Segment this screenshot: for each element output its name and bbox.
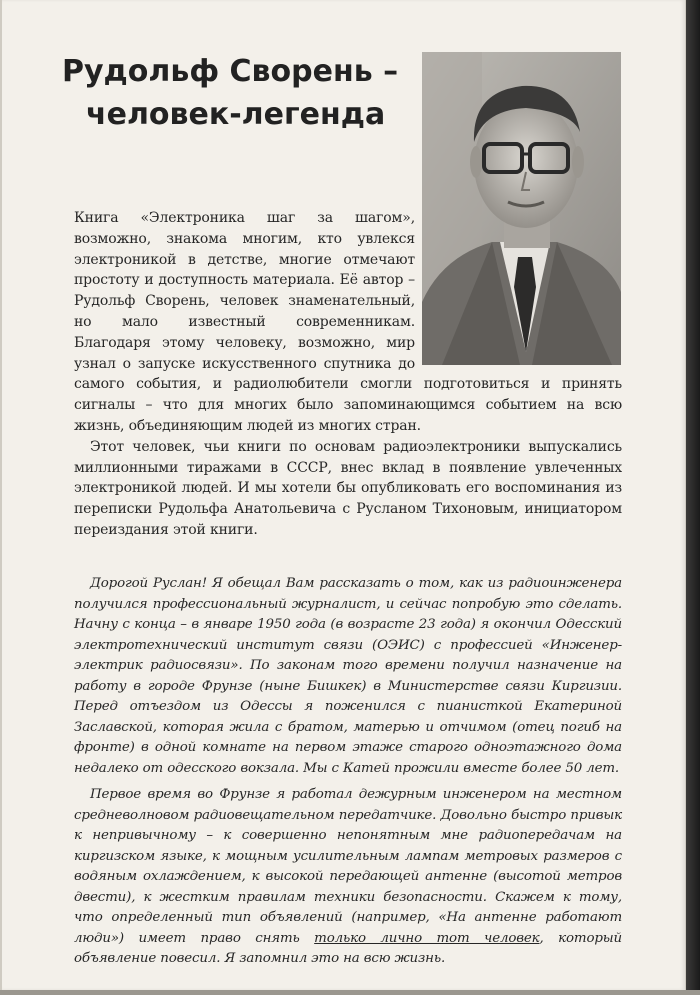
intro-text <box>74 208 622 541</box>
title-line-2: человек-легенда <box>86 97 386 132</box>
quote-paragraph-2-end: , который объявление повесил. Я запомнил это на всю жизнь. <box>74 930 623 966</box>
quote-underlined-phrase: только лично тот человек <box>314 930 540 946</box>
page-title <box>62 50 422 136</box>
title-line-1: Рудольф Сворень – <box>62 54 399 89</box>
quote-paragraph-2-start: Первое время во Фрунзе я работал дежурным инженером на местном средневолновом радиовещательном передатчике. Довольно быстро привык к непривычному – к совершенно непонятным мне радиопередачам на киргизском языке, к мощным усилительным лампам метровых размеров с водяным охлаждением, к высокой передающей антенне (высотой метров двести), к жестким правилам техники безопасности. Скажем к тому, что определенный тип объявлений (например, «На антенне работают люди») имеет право снять <box>74 787 622 946</box>
quote-paragraph-2 <box>74 785 622 970</box>
photo-float-spacer <box>415 208 622 366</box>
memoir-quote <box>74 574 622 970</box>
intro-paragraph-1: Книга «Электроника шаг за шагом», возможно, знакома многим, кто увлекся электроникой в детстве, многие отмечают простоту и доступность материала. Её автор – Рудольф Сворень, человек знаменательный, но мало известный современникам. Благодаря этому человеку, возможно, мир узнал о запуске искусственного спутника до самого события, и радиолюбители смогли подготовиться и принять сигналы – что для многих было запоминающимся событием на всю жизнь, объединяющим людей из многих стран. <box>74 210 622 434</box>
book-page <box>2 0 685 990</box>
quote-paragraph-1: Дорогой Руслан! Я обещал Вам рассказать о том, как из радиоинженера получился профессиональный журналист, и сейчас попробую это сделать. Начну с конца – в январе 1950 года (в возрасте 23 года) я окончил Одесский электротехнический институт связи (ОЭИС) с профессией «Инженер-электрик радиосвязи». По законам того времени получил назначение на работу в городе Фрунзе (ныне Бишкек) в Министерстве связи Киргизии. Перед отъездом из Одессы я поженился с пианисткой Екатериной Заславской, которая жила с братом, матерью и отчимом (отец погиб на фронте) в одной комнате на первом этаже старого одноэтажного дома недалеко от одесского вокзала. Мы с Катей прожили вместе более 50 лет. <box>74 576 622 776</box>
page-bottom-edge <box>0 990 700 995</box>
book-binding-edge <box>686 0 700 995</box>
intro-paragraph-2: Этот человек, чьи книги по основам радиоэлектроники выпускались миллионными тиражами в СССР, внес вклад в появление увлеченных электроникой людей. И мы хотели бы опубликовать его воспоминания из переписки Рудольфа Анатольевича с Русланом Тихоновым, инициатором переиздания этой книги. <box>74 438 622 538</box>
